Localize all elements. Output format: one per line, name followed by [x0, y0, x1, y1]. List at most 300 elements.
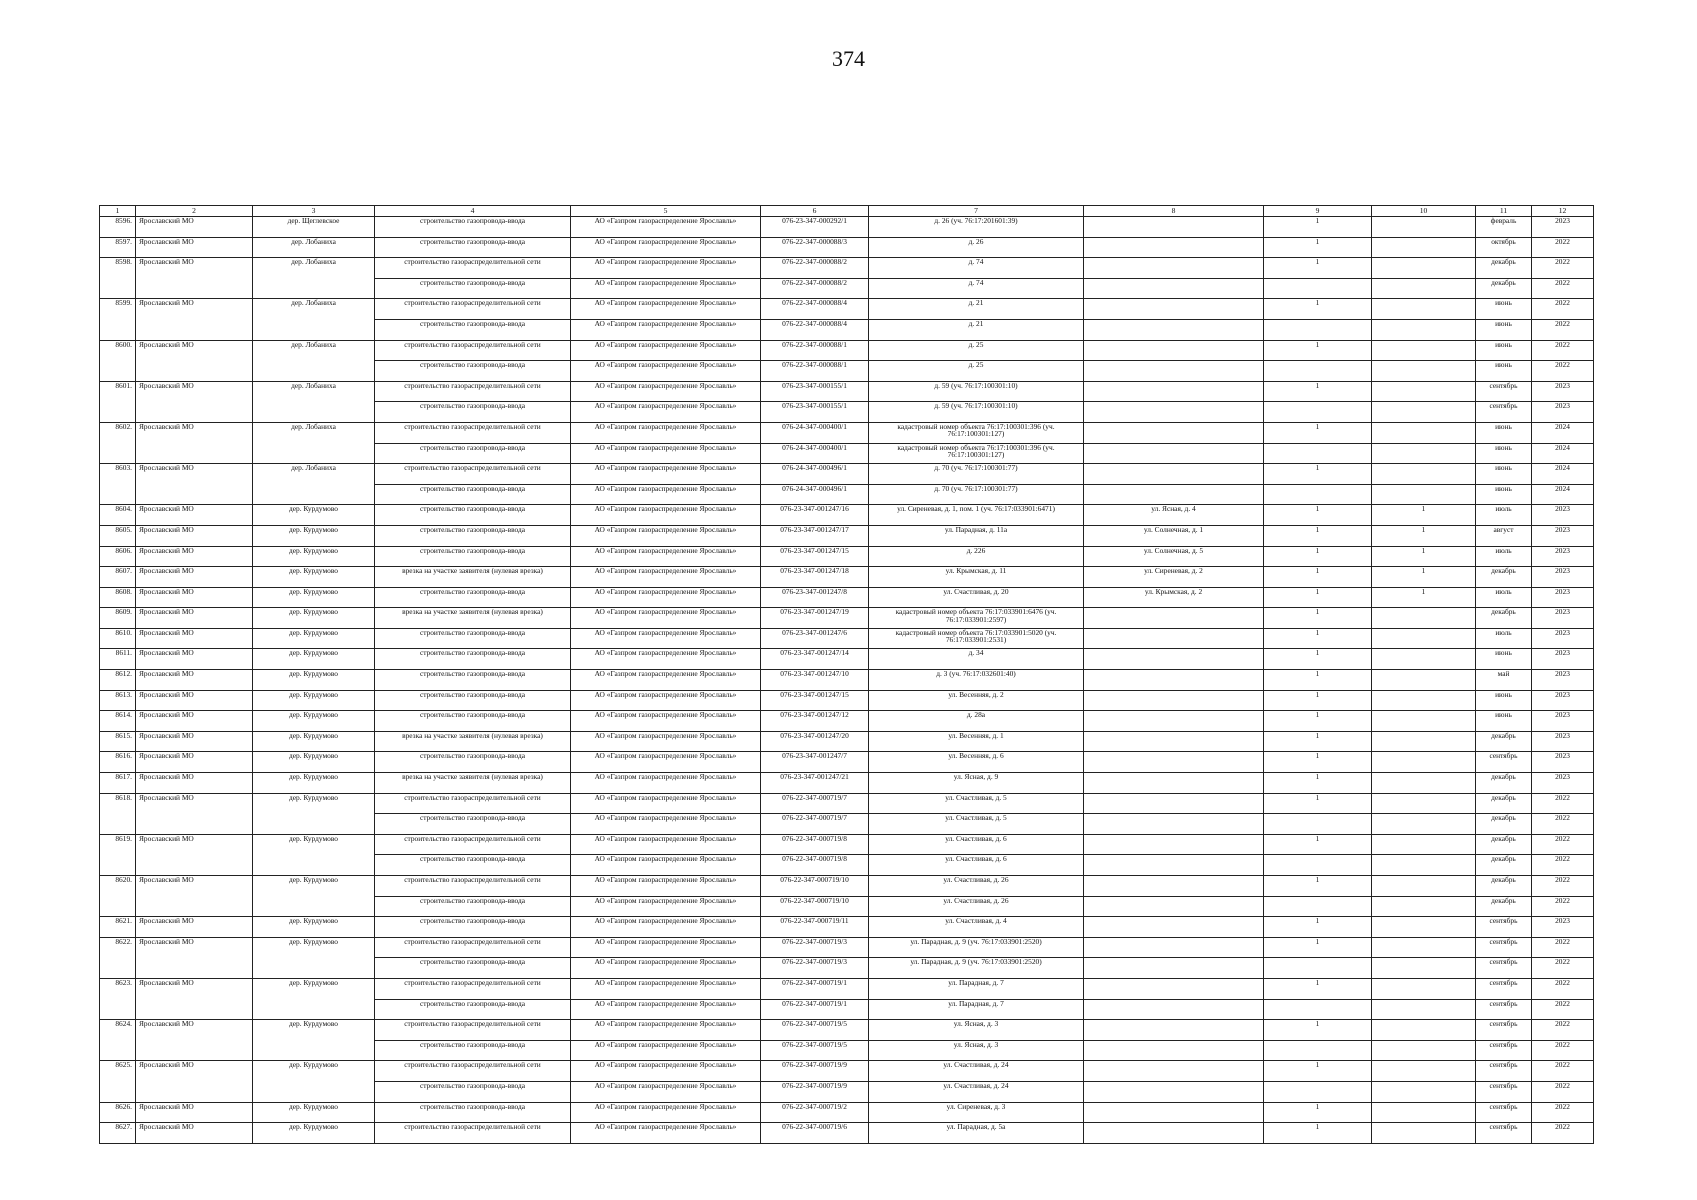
- settlement-cell: дер. Лобаниха: [253, 464, 375, 485]
- month-cell: сентябрь: [1476, 1123, 1532, 1144]
- organization-cell: АО «Газпром газораспределение Ярославль»: [571, 917, 761, 938]
- quantity-cell: [1264, 1040, 1372, 1061]
- contract-code-cell: 076-22-347-000088/3: [761, 237, 869, 258]
- address-cell: ул. Ясная, д. 3: [869, 1020, 1084, 1041]
- quantity-cell: 1: [1264, 422, 1372, 443]
- month-cell: июль: [1476, 587, 1532, 608]
- second-address-cell: [1084, 340, 1264, 361]
- table-row: [100, 834, 1594, 855]
- settlement-cell: дер. Курдумово: [253, 1102, 375, 1123]
- address-cell: ул. Ясная, д. 3: [869, 1040, 1084, 1061]
- row-number-cell: 8617.: [100, 773, 136, 794]
- quantity-cell: [1264, 814, 1372, 835]
- quantity-cell: [1264, 855, 1372, 876]
- contract-code-cell: 076-22-347-000719/9: [761, 1061, 869, 1082]
- quantity-cell: 1: [1264, 793, 1372, 814]
- organization-cell: АО «Газпром газораспределение Ярославль»: [571, 422, 761, 443]
- table-row: [100, 319, 1594, 340]
- municipality-cell: [136, 999, 253, 1020]
- second-quantity-cell: [1372, 896, 1476, 917]
- organization-cell: АО «Газпром газораспределение Ярославль»: [571, 793, 761, 814]
- year-cell: 2023: [1532, 217, 1594, 238]
- address-cell: ул. Счастливая, д. 20: [869, 587, 1084, 608]
- address-cell: ул. Парадная, д. 5а: [869, 1123, 1084, 1144]
- table-row: [100, 649, 1594, 670]
- organization-cell: АО «Газпром газораспределение Ярославль»: [571, 1123, 761, 1144]
- organization-cell: АО «Газпром газораспределение Ярославль»: [571, 1061, 761, 1082]
- table-row: [100, 896, 1594, 917]
- settlement-cell: дер. Курдумово: [253, 1061, 375, 1082]
- contract-code-cell: 076-23-347-001247/12: [761, 711, 869, 732]
- month-cell: декабрь: [1476, 773, 1532, 794]
- row-number-cell: 8621.: [100, 917, 136, 938]
- table-row: [100, 340, 1594, 361]
- organization-cell: АО «Газпром газораспределение Ярославль»: [571, 546, 761, 567]
- quantity-cell: 1: [1264, 711, 1372, 732]
- address-cell: д. 25: [869, 340, 1084, 361]
- quantity-cell: 1: [1264, 258, 1372, 279]
- municipality-cell: Ярославский МО: [136, 876, 253, 897]
- municipality-cell: [136, 814, 253, 835]
- row-number-cell: [100, 958, 136, 979]
- table-row: [100, 546, 1594, 567]
- contract-code-cell: 076-22-347-000088/2: [761, 278, 869, 299]
- organization-cell: АО «Газпром газораспределение Ярославль»: [571, 381, 761, 402]
- column-header: 9: [1264, 206, 1372, 217]
- table-row: [100, 505, 1594, 526]
- municipality-cell: Ярославский МО: [136, 505, 253, 526]
- address-cell: д. 34: [869, 649, 1084, 670]
- year-cell: 2022: [1532, 855, 1594, 876]
- second-address-cell: [1084, 896, 1264, 917]
- work-type-cell: врезка на участке заявителя (нулевая врезка): [375, 773, 571, 794]
- work-type-cell: строительство газопровода-ввода: [375, 917, 571, 938]
- row-number-cell: 8606.: [100, 546, 136, 567]
- contract-code-cell: 076-23-347-001247/21: [761, 773, 869, 794]
- settlement-cell: [253, 958, 375, 979]
- table-row: [100, 731, 1594, 752]
- row-number-cell: [100, 855, 136, 876]
- quantity-cell: 1: [1264, 1102, 1372, 1123]
- second-address-cell: [1084, 834, 1264, 855]
- table-row: [100, 937, 1594, 958]
- organization-cell: АО «Газпром газораспределение Ярославль»: [571, 978, 761, 999]
- organization-cell: АО «Газпром газораспределение Ярославль»: [571, 217, 761, 238]
- table-row: [100, 443, 1594, 464]
- second-quantity-cell: [1372, 1123, 1476, 1144]
- column-header: 5: [571, 206, 761, 217]
- organization-cell: АО «Газпром газораспределение Ярославль»: [571, 752, 761, 773]
- row-number-cell: [100, 402, 136, 423]
- organization-cell: АО «Газпром газораспределение Ярославль»: [571, 896, 761, 917]
- second-quantity-cell: [1372, 814, 1476, 835]
- row-number-cell: 8607.: [100, 567, 136, 588]
- row-number-cell: 8605.: [100, 525, 136, 546]
- row-number-cell: 8614.: [100, 711, 136, 732]
- municipality-cell: Ярославский МО: [136, 525, 253, 546]
- quantity-cell: [1264, 361, 1372, 382]
- organization-cell: АО «Газпром газораспределение Ярославль»: [571, 937, 761, 958]
- quantity-cell: 1: [1264, 937, 1372, 958]
- settlement-cell: дер. Курдумово: [253, 1123, 375, 1144]
- municipality-cell: Ярославский МО: [136, 608, 253, 629]
- work-type-cell: строительство газораспределительной сети: [375, 834, 571, 855]
- address-cell: д. 74: [869, 278, 1084, 299]
- year-cell: 2023: [1532, 649, 1594, 670]
- organization-cell: АО «Газпром газораспределение Ярославль»: [571, 999, 761, 1020]
- table-row: [100, 752, 1594, 773]
- settlement-cell: [253, 999, 375, 1020]
- contract-code-cell: 076-22-347-000719/3: [761, 937, 869, 958]
- organization-cell: АО «Газпром газораспределение Ярославль»: [571, 670, 761, 691]
- second-quantity-cell: 1: [1372, 505, 1476, 526]
- second-address-cell: [1084, 773, 1264, 794]
- work-type-cell: врезка на участке заявителя (нулевая врезка): [375, 608, 571, 629]
- quantity-cell: 1: [1264, 773, 1372, 794]
- quantity-cell: 1: [1264, 217, 1372, 238]
- municipality-cell: Ярославский МО: [136, 422, 253, 443]
- contract-code-cell: 076-24-347-000496/1: [761, 484, 869, 505]
- work-type-cell: строительство газопровода-ввода: [375, 752, 571, 773]
- address-cell: ул. Счастливая, д. 24: [869, 1061, 1084, 1082]
- month-cell: сентябрь: [1476, 402, 1532, 423]
- second-quantity-cell: [1372, 422, 1476, 443]
- work-type-cell: строительство газораспределительной сети: [375, 1061, 571, 1082]
- address-cell: ул. Счастливая, д. 24: [869, 1081, 1084, 1102]
- year-cell: 2023: [1532, 690, 1594, 711]
- second-quantity-cell: [1372, 258, 1476, 279]
- second-quantity-cell: [1372, 299, 1476, 320]
- month-cell: сентябрь: [1476, 958, 1532, 979]
- address-cell: д. 59 (уч. 76:17:100301:10): [869, 402, 1084, 423]
- work-type-cell: строительство газопровода-ввода: [375, 402, 571, 423]
- month-cell: сентябрь: [1476, 1081, 1532, 1102]
- contract-code-cell: 076-22-347-000719/5: [761, 1040, 869, 1061]
- organization-cell: АО «Газпром газораспределение Ярославль»: [571, 958, 761, 979]
- quantity-cell: 1: [1264, 525, 1372, 546]
- quantity-cell: [1264, 319, 1372, 340]
- quantity-cell: 1: [1264, 978, 1372, 999]
- page-number: 374: [832, 46, 865, 71]
- settlement-cell: дер. Курдумово: [253, 690, 375, 711]
- second-address-cell: [1084, 278, 1264, 299]
- contract-code-cell: 076-23-347-001247/6: [761, 628, 869, 649]
- organization-cell: АО «Газпром газораспределение Ярославль»: [571, 361, 761, 382]
- column-header: 1: [100, 206, 136, 217]
- settlement-cell: [253, 402, 375, 423]
- quantity-cell: [1264, 484, 1372, 505]
- row-number-cell: [100, 484, 136, 505]
- address-cell: ул. Весенняя, д. 6: [869, 752, 1084, 773]
- quantity-cell: [1264, 278, 1372, 299]
- year-cell: 2022: [1532, 834, 1594, 855]
- address-cell: ул. Сиреневая, д. 3: [869, 1102, 1084, 1123]
- municipality-cell: Ярославский МО: [136, 381, 253, 402]
- contract-code-cell: 076-23-347-000155/1: [761, 381, 869, 402]
- year-cell: 2022: [1532, 1123, 1594, 1144]
- municipality-cell: [136, 896, 253, 917]
- municipality-cell: Ярославский МО: [136, 237, 253, 258]
- work-type-cell: строительство газопровода-ввода: [375, 361, 571, 382]
- row-number-cell: 8624.: [100, 1020, 136, 1041]
- second-quantity-cell: [1372, 793, 1476, 814]
- second-quantity-cell: [1372, 402, 1476, 423]
- municipality-cell: [136, 855, 253, 876]
- column-header: 7: [869, 206, 1084, 217]
- work-type-cell: строительство газораспределительной сети: [375, 340, 571, 361]
- second-quantity-cell: [1372, 978, 1476, 999]
- municipality-cell: Ярославский МО: [136, 731, 253, 752]
- table-row: [100, 1102, 1594, 1123]
- year-cell: 2022: [1532, 278, 1594, 299]
- organization-cell: АО «Газпром газораспределение Ярославль»: [571, 649, 761, 670]
- year-cell: 2022: [1532, 1061, 1594, 1082]
- work-type-cell: строительство газопровода-ввода: [375, 999, 571, 1020]
- second-quantity-cell: [1372, 628, 1476, 649]
- address-cell: ул. Счастливая, д. 5: [869, 814, 1084, 835]
- month-cell: декабрь: [1476, 876, 1532, 897]
- contract-code-cell: 076-22-347-000719/6: [761, 1123, 869, 1144]
- month-cell: сентябрь: [1476, 999, 1532, 1020]
- row-number-cell: 8613.: [100, 690, 136, 711]
- second-quantity-cell: [1372, 773, 1476, 794]
- work-type-cell: строительство газораспределительной сети: [375, 381, 571, 402]
- municipality-cell: [136, 278, 253, 299]
- address-cell: ул. Счастливая, д. 6: [869, 855, 1084, 876]
- second-quantity-cell: [1372, 731, 1476, 752]
- contract-code-cell: 076-22-347-000719/8: [761, 834, 869, 855]
- settlement-cell: дер. Курдумово: [253, 546, 375, 567]
- row-number-cell: 8622.: [100, 937, 136, 958]
- organization-cell: АО «Газпром газораспределение Ярославль»: [571, 525, 761, 546]
- contract-code-cell: 076-22-347-000719/1: [761, 978, 869, 999]
- second-address-cell: [1084, 1081, 1264, 1102]
- contract-code-cell: 076-22-347-000088/2: [761, 258, 869, 279]
- municipality-cell: [136, 1081, 253, 1102]
- contract-code-cell: 076-23-347-001247/19: [761, 608, 869, 629]
- second-quantity-cell: [1372, 278, 1476, 299]
- contract-code-cell: 076-22-347-000719/8: [761, 855, 869, 876]
- table-row: [100, 361, 1594, 382]
- second-address-cell: [1084, 1040, 1264, 1061]
- address-cell: ул. Парадная, д. 11а: [869, 525, 1084, 546]
- month-cell: февраль: [1476, 217, 1532, 238]
- table-row: [100, 1061, 1594, 1082]
- table-row: [100, 1020, 1594, 1041]
- second-address-cell: [1084, 381, 1264, 402]
- second-quantity-cell: 1: [1372, 525, 1476, 546]
- quantity-cell: [1264, 443, 1372, 464]
- work-type-cell: строительство газораспределительной сети: [375, 258, 571, 279]
- column-header: 6: [761, 206, 869, 217]
- contract-code-cell: 076-22-347-000088/4: [761, 319, 869, 340]
- row-number-cell: [100, 896, 136, 917]
- second-address-cell: ул. Сиреневая, д. 2: [1084, 567, 1264, 588]
- month-cell: сентябрь: [1476, 1040, 1532, 1061]
- second-address-cell: [1084, 855, 1264, 876]
- address-cell: кадастровый номер объекта 76:17:033901:6476 (уч. 76:17:033901:2597): [869, 608, 1084, 629]
- contract-code-cell: 076-22-347-000088/4: [761, 299, 869, 320]
- row-number-cell: 8623.: [100, 978, 136, 999]
- address-cell: ул. Парадная, д. 7: [869, 999, 1084, 1020]
- year-cell: 2022: [1532, 1020, 1594, 1041]
- address-cell: ул. Ясная, д. 9: [869, 773, 1084, 794]
- month-cell: июнь: [1476, 361, 1532, 382]
- organization-cell: АО «Газпром газораспределение Ярославль»: [571, 1020, 761, 1041]
- month-cell: декабрь: [1476, 608, 1532, 629]
- municipality-cell: Ярославский МО: [136, 711, 253, 732]
- settlement-cell: дер. Курдумово: [253, 711, 375, 732]
- second-quantity-cell: [1372, 690, 1476, 711]
- quantity-cell: 1: [1264, 505, 1372, 526]
- row-number-cell: 8608.: [100, 587, 136, 608]
- row-number-cell: 8612.: [100, 670, 136, 691]
- contract-code-cell: 076-23-347-001247/7: [761, 752, 869, 773]
- settlement-cell: дер. Курдумово: [253, 525, 375, 546]
- municipality-cell: Ярославский МО: [136, 1123, 253, 1144]
- settlement-cell: дер. Курдумово: [253, 1020, 375, 1041]
- row-number-cell: 8616.: [100, 752, 136, 773]
- second-address-cell: [1084, 422, 1264, 443]
- year-cell: 2022: [1532, 814, 1594, 835]
- second-quantity-cell: [1372, 876, 1476, 897]
- row-number-cell: [100, 999, 136, 1020]
- quantity-cell: 1: [1264, 1123, 1372, 1144]
- month-cell: декабрь: [1476, 855, 1532, 876]
- second-quantity-cell: [1372, 361, 1476, 382]
- quantity-cell: 1: [1264, 834, 1372, 855]
- address-cell: д. 226: [869, 546, 1084, 567]
- second-address-cell: [1084, 752, 1264, 773]
- second-quantity-cell: [1372, 958, 1476, 979]
- year-cell: 2023: [1532, 752, 1594, 773]
- quantity-cell: 1: [1264, 340, 1372, 361]
- settlement-cell: [253, 278, 375, 299]
- address-cell: д. 74: [869, 258, 1084, 279]
- year-cell: 2023: [1532, 670, 1594, 691]
- second-quantity-cell: [1372, 1061, 1476, 1082]
- table-row: [100, 1123, 1594, 1144]
- year-cell: 2024: [1532, 443, 1594, 464]
- second-address-cell: [1084, 1020, 1264, 1041]
- organization-cell: АО «Газпром газораспределение Ярославль»: [571, 237, 761, 258]
- organization-cell: АО «Газпром газораспределение Ярославль»: [571, 258, 761, 279]
- row-number-cell: [100, 814, 136, 835]
- year-cell: 2023: [1532, 567, 1594, 588]
- second-quantity-cell: [1372, 319, 1476, 340]
- month-cell: сентябрь: [1476, 917, 1532, 938]
- table-row: [100, 237, 1594, 258]
- work-type-cell: строительство газопровода-ввода: [375, 814, 571, 835]
- contract-code-cell: 076-22-347-000719/2: [761, 1102, 869, 1123]
- address-cell: ул. Парадная, д. 9 (уч. 76:17:033901:2520): [869, 937, 1084, 958]
- municipality-cell: Ярославский МО: [136, 1102, 253, 1123]
- year-cell: 2023: [1532, 608, 1594, 629]
- row-number-cell: 8604.: [100, 505, 136, 526]
- quantity-cell: 1: [1264, 628, 1372, 649]
- table-row: [100, 299, 1594, 320]
- year-cell: 2023: [1532, 546, 1594, 567]
- month-cell: июнь: [1476, 711, 1532, 732]
- contract-code-cell: 076-23-347-001247/16: [761, 505, 869, 526]
- year-cell: 2022: [1532, 1102, 1594, 1123]
- organization-cell: АО «Газпром газораспределение Ярославль»: [571, 505, 761, 526]
- second-address-cell: ул. Ясная, д. 4: [1084, 505, 1264, 526]
- table-row: [100, 690, 1594, 711]
- column-header: 3: [253, 206, 375, 217]
- settlement-cell: дер. Курдумово: [253, 567, 375, 588]
- work-type-cell: строительство газораспределительной сети: [375, 1020, 571, 1041]
- row-number-cell: 8626.: [100, 1102, 136, 1123]
- second-quantity-cell: [1372, 670, 1476, 691]
- second-quantity-cell: [1372, 381, 1476, 402]
- work-type-cell: строительство газопровода-ввода: [375, 525, 571, 546]
- year-cell: 2023: [1532, 505, 1594, 526]
- year-cell: 2024: [1532, 464, 1594, 485]
- table-row: [100, 587, 1594, 608]
- year-cell: 2022: [1532, 237, 1594, 258]
- column-header: 11: [1476, 206, 1532, 217]
- row-number-cell: 8609.: [100, 608, 136, 629]
- settlement-cell: дер. Щеглевское: [253, 217, 375, 238]
- municipality-cell: Ярославский МО: [136, 217, 253, 238]
- month-cell: сентябрь: [1476, 1061, 1532, 1082]
- address-cell: кадастровый номер объекта 76:17:033901:5020 (уч. 76:17:033901:2531): [869, 628, 1084, 649]
- table-row: [100, 670, 1594, 691]
- month-cell: сентябрь: [1476, 381, 1532, 402]
- month-cell: июнь: [1476, 690, 1532, 711]
- quantity-cell: 1: [1264, 1061, 1372, 1082]
- year-cell: 2022: [1532, 999, 1594, 1020]
- work-type-cell: строительство газопровода-ввода: [375, 690, 571, 711]
- year-cell: 2022: [1532, 876, 1594, 897]
- municipality-cell: Ярославский МО: [136, 1020, 253, 1041]
- month-cell: июнь: [1476, 649, 1532, 670]
- settlement-cell: дер. Курдумово: [253, 978, 375, 999]
- quantity-cell: [1264, 958, 1372, 979]
- address-cell: ул. Счастливая, д. 6: [869, 834, 1084, 855]
- contract-code-cell: 076-24-347-000400/1: [761, 443, 869, 464]
- month-cell: декабрь: [1476, 567, 1532, 588]
- year-cell: 2022: [1532, 361, 1594, 382]
- year-cell: 2022: [1532, 896, 1594, 917]
- quantity-cell: [1264, 1081, 1372, 1102]
- work-type-cell: строительство газопровода-ввода: [375, 587, 571, 608]
- month-cell: сентябрь: [1476, 1020, 1532, 1041]
- month-cell: июнь: [1476, 464, 1532, 485]
- year-cell: 2022: [1532, 1081, 1594, 1102]
- month-cell: август: [1476, 525, 1532, 546]
- municipality-cell: Ярославский МО: [136, 834, 253, 855]
- year-cell: 2022: [1532, 299, 1594, 320]
- row-number-cell: 8627.: [100, 1123, 136, 1144]
- row-number-cell: 8597.: [100, 237, 136, 258]
- month-cell: сентябрь: [1476, 1102, 1532, 1123]
- address-cell: д. 25: [869, 361, 1084, 382]
- municipality-cell: [136, 1040, 253, 1061]
- work-type-cell: строительство газораспределительной сети: [375, 793, 571, 814]
- month-cell: июнь: [1476, 443, 1532, 464]
- row-number-cell: 8620.: [100, 876, 136, 897]
- settlement-cell: дер. Курдумово: [253, 628, 375, 649]
- second-address-cell: [1084, 793, 1264, 814]
- month-cell: декабрь: [1476, 896, 1532, 917]
- year-cell: 2024: [1532, 422, 1594, 443]
- settlement-cell: дер. Курдумово: [253, 876, 375, 897]
- quantity-cell: 1: [1264, 464, 1372, 485]
- row-number-cell: 8600.: [100, 340, 136, 361]
- second-address-cell: [1084, 1123, 1264, 1144]
